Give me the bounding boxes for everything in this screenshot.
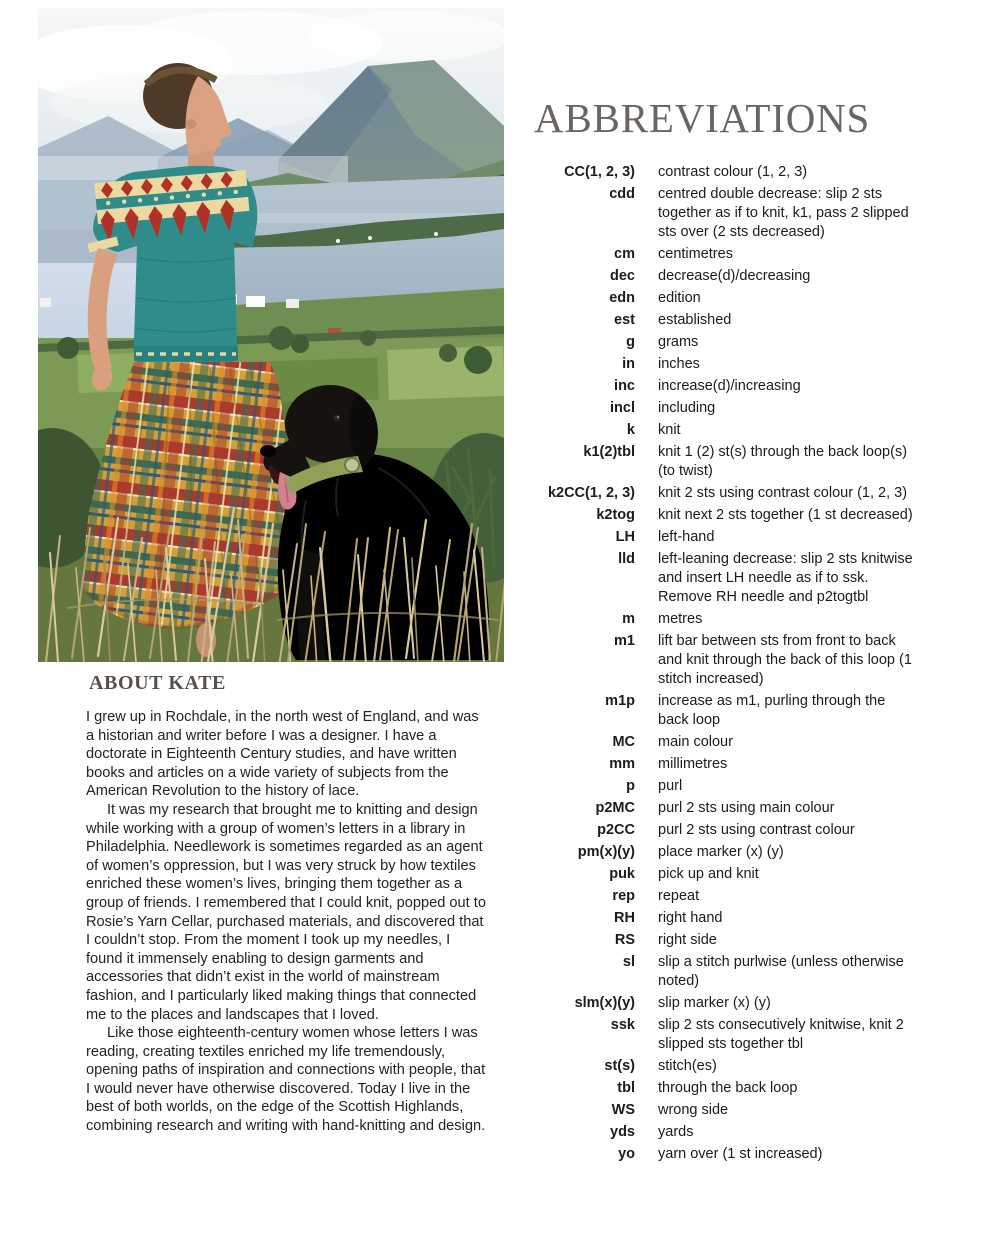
abbreviation-definition: purl 2 sts using main colour: [658, 800, 835, 816]
abbreviation-definition: purl: [658, 778, 683, 794]
abbreviation-definition: left-leaning decrease: slip 2 sts knitwise and insert LH needle as if to ssk. Remove RH needle and p2togtbl: [658, 551, 913, 605]
abbreviation-definition: knit next 2 sts together (1 st decreased): [658, 507, 913, 523]
abbreviation-term: CC(1, 2, 3): [564, 164, 635, 180]
abbreviation-row: [534, 484, 934, 503]
abbreviation-term: p: [626, 778, 635, 794]
abbreviation-definition: repeat: [658, 888, 700, 904]
abbreviation-row: [534, 994, 934, 1013]
abbreviation-term: p2MC: [595, 800, 635, 816]
abbreviation-term: RH: [614, 910, 635, 926]
abbreviation-row: [534, 777, 934, 796]
abbreviation-row: [534, 1123, 934, 1142]
abbreviation-row: [534, 692, 934, 730]
abbreviation-term: yds: [610, 1124, 635, 1140]
abbreviation-definition: place marker (x) (y): [658, 844, 784, 860]
abbreviation-term: tbl: [617, 1080, 635, 1096]
about-paragraph: It was my research that brought me to knitting and design while working with a group of women’s letters in a library in Philadelphia. Needlework is sometimes regarded as an agent of women’s oppression, but I was very struck by how textiles enriched these women’s lives, bringing them together as a group of friends. I remembered that I could knit, popped out to Rosie’s Yarn Cellar, purchased materials, and discovered that I couldn’t stop. From the moment I took up my needles, I found it immensely enabling to design garments and accessories that didn’t exist in the world of mainstream fashion, and I particularly liked making things that connected me to the places and landscapes that I loved.: [86, 801, 486, 1023]
abbreviation-definition: contrast colour (1, 2, 3): [658, 164, 808, 180]
abbreviation-row: [534, 799, 934, 818]
abbreviation-definition: through the back loop: [658, 1080, 798, 1096]
abbreviation-definition: right side: [658, 932, 717, 948]
abbreviation-row: [534, 1101, 934, 1120]
abbreviation-term: pm(x)(y): [577, 844, 635, 860]
abbreviation-definition: wrong side: [658, 1102, 729, 1118]
abbreviation-term: mm: [609, 756, 635, 772]
abbreviation-term: WS: [611, 1102, 635, 1118]
about-paragraphs: [86, 708, 490, 1136]
abbreviation-definition: edition: [658, 290, 701, 306]
abbreviation-term: k: [626, 422, 635, 438]
abbreviation-term: yo: [618, 1146, 635, 1162]
abbreviation-term: rep: [612, 888, 635, 904]
abbreviation-term: k2tog: [596, 507, 635, 523]
abbreviation-term: sl: [622, 954, 635, 970]
abbreviation-row: [534, 377, 934, 396]
abbreviation-definition: increase(d)/increasing: [658, 378, 801, 394]
abbreviation-definition: centimetres: [658, 246, 733, 262]
abbreviation-term: ssk: [610, 1017, 635, 1033]
abbreviation-row: [534, 909, 934, 928]
photo-illustration: [38, 8, 504, 662]
abbreviation-definition: knit: [658, 422, 681, 438]
abbreviations-title: ABBREVIATIONS: [534, 95, 871, 141]
abbreviation-definition: purl 2 sts using contrast colour: [658, 822, 855, 838]
abbreviation-term: k2CC(1, 2, 3): [547, 485, 635, 501]
abbreviation-term: g: [626, 334, 635, 350]
abbreviation-definition: lift bar between sts from front to back and knit through the back of this loop (1 stitch increased): [658, 633, 912, 687]
abbreviation-row: [534, 865, 934, 884]
abbreviation-term: st(s): [604, 1058, 635, 1074]
abbreviation-term: edn: [609, 290, 635, 306]
about-section: [86, 672, 490, 1136]
about-heading: ABOUT KATE: [89, 672, 226, 694]
abbreviation-term: inc: [614, 378, 635, 394]
abbreviation-definition: knit 2 sts using contrast colour (1, 2, 3): [658, 485, 908, 501]
abbreviation-row: [534, 755, 934, 774]
abbreviation-row: [534, 355, 934, 374]
abbreviation-definition: knit 1 (2) st(s) through the back loop(s) (to twist): [658, 444, 908, 479]
abbreviation-term: puk: [609, 866, 635, 882]
abbreviation-term: m1p: [605, 693, 635, 709]
abbreviation-row: [534, 733, 934, 752]
abbreviation-term: m: [622, 611, 635, 627]
abbreviation-definition: slip 2 sts consecutively knitwise, knit 2 slipped sts together tbl: [658, 1017, 904, 1052]
abbreviation-row: [534, 1145, 934, 1164]
abbreviation-definition: decrease(d)/decreasing: [658, 268, 811, 284]
abbreviation-definition: increase as m1, purling through the back loop: [658, 693, 886, 728]
abbreviation-row: [534, 421, 934, 440]
abbreviation-row: [534, 821, 934, 840]
abbreviation-definition: established: [658, 312, 732, 328]
abbreviation-row: [534, 506, 934, 525]
abbreviation-row: [534, 632, 934, 689]
abbreviation-term: dec: [610, 268, 635, 284]
abbreviation-row: [534, 311, 934, 330]
abbreviation-definition: centred double decrease: slip 2 sts together as if to knit, k1, pass 2 slipped sts over (2 sts decreased): [658, 186, 909, 240]
abbreviation-definition: right hand: [658, 910, 723, 926]
abbreviation-row: [534, 443, 934, 481]
abbreviation-definition: slip a stitch purlwise (unless otherwise noted): [658, 954, 904, 989]
abbreviation-row: [534, 931, 934, 950]
abbreviation-row: [534, 185, 934, 242]
abbreviation-term: est: [614, 312, 635, 328]
abbreviation-term: m1: [614, 633, 635, 649]
abbreviation-row: [534, 399, 934, 418]
abbreviations-list: [534, 163, 934, 1164]
abbreviation-term: lld: [618, 551, 635, 567]
abbreviation-term: MC: [612, 734, 635, 750]
abbreviation-row: [534, 333, 934, 352]
abbreviation-definition: grams: [658, 334, 699, 350]
abbreviation-definition: pick up and knit: [658, 866, 759, 882]
abbreviation-row: [534, 245, 934, 264]
abbreviation-row: [534, 953, 934, 991]
abbreviation-row: [534, 163, 934, 182]
abbreviation-definition: metres: [658, 611, 703, 627]
abbreviation-row: [534, 843, 934, 862]
abbreviation-term: LH: [615, 529, 635, 545]
abbreviation-definition: slip marker (x) (y): [658, 995, 771, 1011]
abbreviation-definition: millimetres: [658, 756, 728, 772]
about-paragraph: Like those eighteenth-century women whose letters I was reading, creating textiles enriched my life tremendously, opening paths of inspiration and connections with people, that I would never have otherwise discovered. Today I live in the best of both worlds, on the edge of the Scottish Highlands, combining research and writing with hand-knitting and design.: [86, 1025, 486, 1135]
abbreviation-definition: yarn over (1 st increased): [658, 1146, 823, 1162]
abbreviation-definition: stitch(es): [658, 1058, 717, 1074]
abbreviation-term: RS: [614, 932, 635, 948]
abbreviation-row: [534, 887, 934, 906]
abbreviation-term: cm: [614, 246, 635, 262]
abbreviation-term: slm(x)(y): [574, 995, 635, 1011]
abbreviation-term: cdd: [609, 186, 635, 202]
photo-kate-and-dog: [38, 8, 504, 662]
abbreviation-term: k1(2)tbl: [583, 444, 635, 460]
abbreviation-term: p2CC: [597, 822, 635, 838]
abbreviation-definition: left-hand: [658, 529, 715, 545]
abbreviations-section: [534, 94, 934, 1167]
abbreviation-term: incl: [610, 400, 635, 416]
abbreviation-row: [534, 610, 934, 629]
abbreviation-term: in: [622, 356, 635, 372]
about-paragraph: I grew up in Rochdale, in the north west of England, and was a historian and writer before I was a designer. I have a doctorate in Eighteenth Century studies, and have written books and articles on a wide variety of subjects from the American Revolution to the history of lace.: [86, 709, 479, 800]
abbreviation-row: [534, 1057, 934, 1076]
abbreviation-definition: main colour: [658, 734, 733, 750]
abbreviation-definition: yards: [658, 1124, 694, 1140]
abbreviation-row: [534, 1016, 934, 1054]
abbreviation-definition: including: [658, 400, 716, 416]
abbreviation-row: [534, 1079, 934, 1098]
abbreviation-row: [534, 289, 934, 308]
abbreviation-row: [534, 528, 934, 547]
abbreviation-row: [534, 550, 934, 607]
abbreviation-definition: inches: [658, 356, 700, 372]
abbreviation-row: [534, 267, 934, 286]
